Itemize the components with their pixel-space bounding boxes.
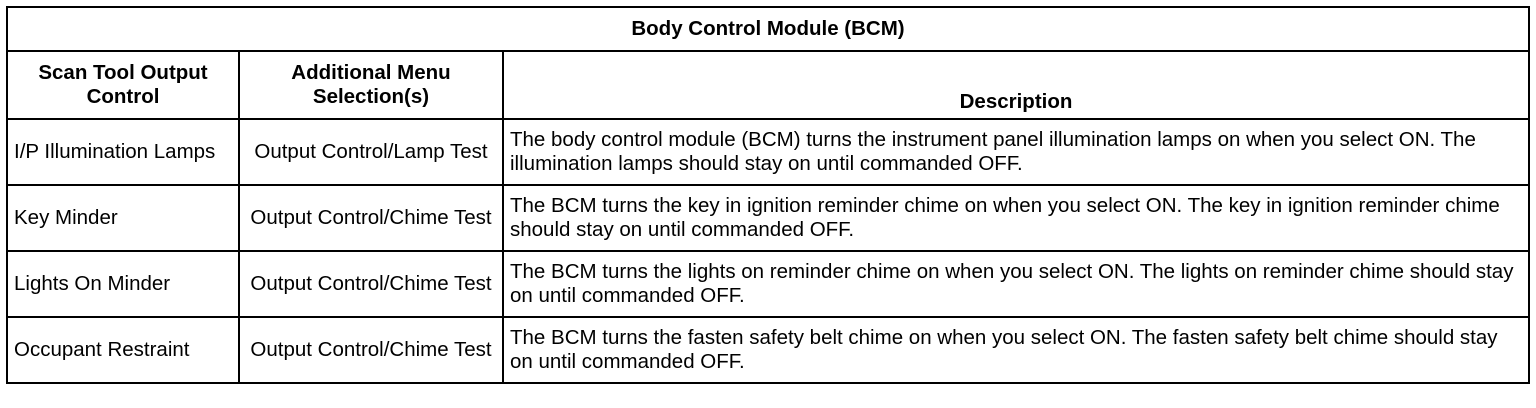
table-row (7, 317, 1529, 383)
column-header-additional-menu-selections: Additional Menu Selection(s) (239, 51, 503, 119)
menu-selection-cell: Output Control/Lamp Test (239, 119, 503, 185)
table-row (7, 119, 1529, 185)
output-control-cell: Key Minder (7, 185, 239, 251)
output-control-cell: I/P Illumination Lamps (7, 119, 239, 185)
description-cell: The body control module (BCM) turns the instrument panel illumination lamps on when you select ON. The illumination lamps should stay on until commanded OFF. (503, 119, 1529, 185)
description-cell: The BCM turns the key in ignition reminder chime on when you select ON. The key in ignition reminder chime should stay on until commanded OFF. (503, 185, 1529, 251)
menu-selection-cell: Output Control/Chime Test (239, 251, 503, 317)
output-control-cell: Lights On Minder (7, 251, 239, 317)
table-title: Body Control Module (BCM) (7, 7, 1529, 51)
table-row (7, 185, 1529, 251)
menu-selection-cell: Output Control/Chime Test (239, 317, 503, 383)
column-header-scan-tool-output-control: Scan Tool Output Control (7, 51, 239, 119)
header-row (7, 51, 1529, 119)
menu-selection-cell: Output Control/Chime Test (239, 185, 503, 251)
bcm-output-control-table (6, 6, 1530, 384)
description-cell: The BCM turns the lights on reminder chime on when you select ON. The lights on reminder chime should stay on until commanded OFF. (503, 251, 1529, 317)
column-header-description: Description (503, 51, 1529, 119)
output-control-cell: Occupant Restraint (7, 317, 239, 383)
title-row (7, 7, 1529, 51)
description-cell: The BCM turns the fasten safety belt chime on when you select ON. The fasten safety belt chime should stay on until commanded OFF. (503, 317, 1529, 383)
table-row (7, 251, 1529, 317)
